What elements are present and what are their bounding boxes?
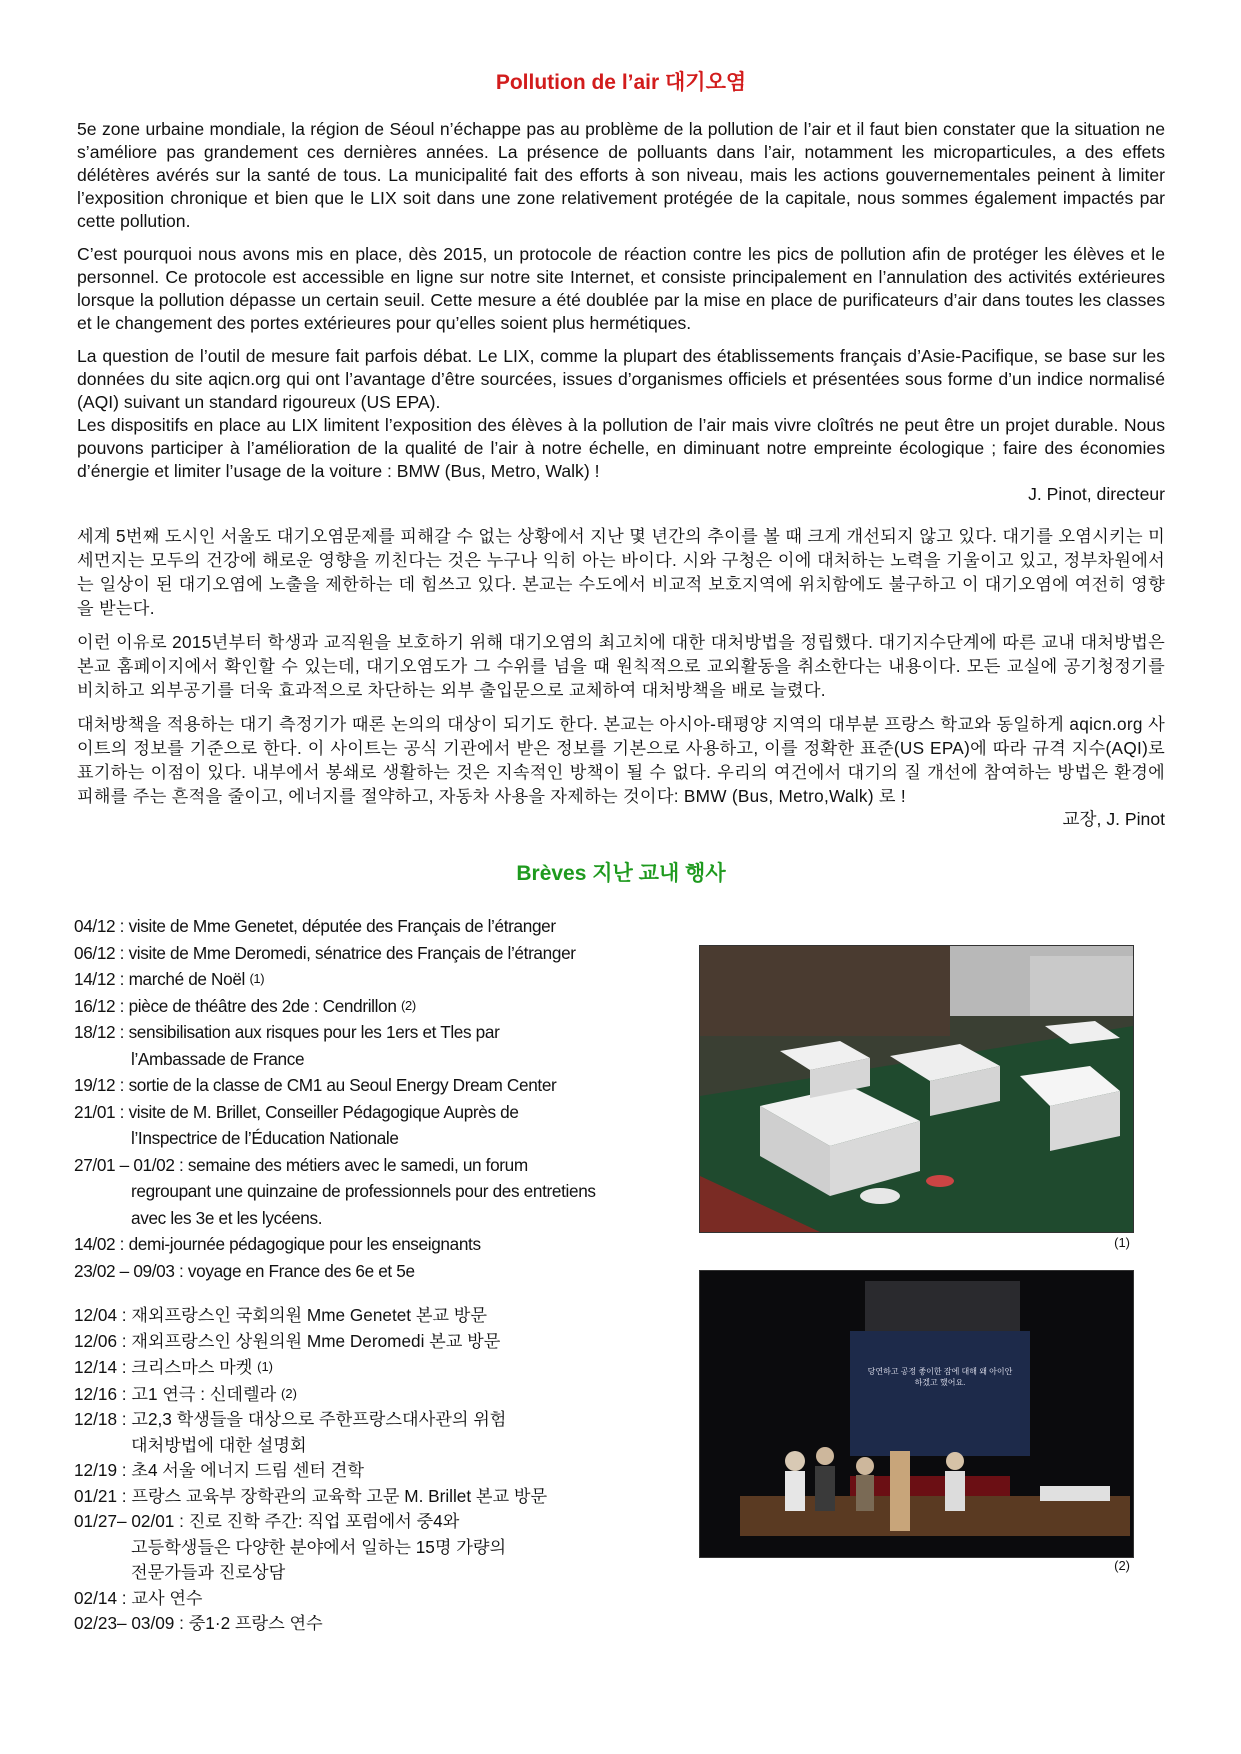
event-item — [74, 1072, 674, 1099]
event-text-continued: regroupant une quinzaine de professionnels pour des entretiens — [131, 1181, 596, 1201]
christmas-market-illustration — [700, 946, 1133, 1232]
ko-events-list — [74, 1303, 674, 1637]
christmas-market-photo — [699, 945, 1134, 1233]
event-note: (2) — [281, 1385, 297, 1401]
fr-paragraph-2: C’est pourquoi nous avons mis en place, dès 2015, un protocole de réaction contre les pics de pollution afin de protéger les élèves et le personnel. Ce protocole est accessible en ligne sur notre site Internet, et consiste principalement en l’annulation des activités extérieures lorsque la pollution dépasse un certain seuil. Cette mesure a été doublée par la mise en place de purificateurs d’air dans toutes les classes et le changement des portes extérieures pour qu’elles soient plus hermétiques. — [77, 244, 1165, 333]
fr-paragraph-4: Les dispositifs en place au LIX limitent l’exposition des élèves à la pollution de l’air mais vivre cloîtrés ne peut être un projet durable. Nous pouvons participer à l’amélioration de la qualité de l’air à notre échelle, en diminuant notre empreinte écologique ; faire des économies d’énergie et limiter l’usage de la voiture : BMW (Bus, Metro, Walk) ! — [77, 415, 1165, 481]
event-date: 04/12 : — [74, 916, 125, 936]
theatre-stage-illustration — [700, 1271, 1133, 1557]
event-date: 06/12 : — [74, 942, 125, 963]
event-text: visite de Mme Genetet, députée des Français de l’étranger — [128, 916, 556, 936]
event-date: 12/18 : — [74, 1409, 127, 1429]
event-text: 진로 진학 주간: 직업 포럼에서 중4와 — [188, 1511, 460, 1531]
event-text: visite de M. Brillet, Conseiller Pédagogique Auprès de — [128, 1101, 519, 1122]
event-text: 초4 서울 에너지 드림 센터 견학 — [131, 1460, 365, 1480]
event-item — [74, 1381, 674, 1408]
ko-signature: 교장, J. Pinot — [1062, 809, 1165, 829]
events-section — [74, 913, 1165, 1673]
fr-paragraph-1: 5e zone urbaine mondiale, la région de Séoul n’échappe pas au problème de la pollution de l’air et il faut bien constater que la situation ne s’améliore pas grandement ces dernières années. La présence de polluants dans l’air, notamment les microparticules, a des effets délétères avérés sur la santé de tous. La municipalité fait des efforts à son niveau, mais les actions gouvernementales peinent à limiter l’exposition chronique et bien que le LIX soit dans une zone relativement protégée de la capitale, nous sommes également impactés par cette pollution. — [77, 119, 1165, 231]
event-text: 중1·2 프랑스 연수 — [188, 1613, 323, 1633]
event-item — [74, 1484, 674, 1510]
ko-paragraph-1: 세계 5번째 도시인 서울도 대기오염문제를 피해갈 수 없는 상황에서 지난 몇 년간의 추이를 볼 때 크게 개선되지 않고 있다. 대기를 오염시키는 미세먼지는 모두의 건강에 해로운 영향을 끼친다는 것은 누구나 익히 아는 바이다. 시와 구청은 이에 대처하는 노력을 기울이고 있고, 정부차원에서는 일상이 된 대기오염에 노출을 제한하는 데 힘쓰고 있다. 본교는 수도에서 비교적 보호지역에 위치함에도 불구하고 이 대기오염에 여전히 영향을 받는다. — [77, 526, 1165, 618]
ko-paragraph-2: 이런 이유로 2015년부터 학생과 교직원을 보호하기 위해 대기오염의 최고치에 대한 대처방법을 정립했다. 대기지수단계에 따른 교내 대처방법은 본교 홈페이지에서 확인할 수 있는데, 대기오염도가 그 수위를 넘을 때 원칙적으로 교외활동을 취소한다는 내용이다. 모든 교실에 공기청정기를 비치하고 외부공기를 더욱 효과적으로 차단하는 외부 출입문으로 교체하여 대처방책을 배로 늘렸다. — [77, 632, 1165, 700]
event-item — [74, 1231, 674, 1258]
event-text: 프랑스 교육부 장학관의 교육학 고문 M. Brillet 본교 방문 — [131, 1485, 548, 1506]
event-item — [74, 1329, 674, 1355]
photo2-caption: (2) — [1114, 1558, 1130, 1573]
event-text-continued: 고등학생들은 다양한 분야에서 일하는 15명 가량의 — [131, 1536, 507, 1557]
event-note: (1) — [257, 1359, 274, 1374]
event-date: 21/01 : — [74, 1101, 125, 1122]
event-item — [74, 1152, 674, 1232]
event-text-continued: 전문가들과 진로상담 — [131, 1562, 286, 1582]
event-date: 12/04 : — [74, 1305, 127, 1325]
event-item — [74, 1509, 674, 1586]
event-text-continued: l’Ambassade de France — [131, 1048, 305, 1069]
theatre-play-photo — [699, 1270, 1134, 1558]
event-item — [74, 940, 674, 967]
event-item — [74, 913, 674, 940]
event-note: (2) — [400, 997, 416, 1013]
event-date: 16/12 : — [74, 995, 125, 1016]
event-text-continued: l’Inspectrice de l’Éducation Nationale — [131, 1128, 399, 1148]
event-text: 재외프랑스인 상원의원 Mme Deromedi 본교 방문 — [131, 1330, 501, 1351]
event-date: 01/27– 02/01 : — [74, 1511, 184, 1531]
event-item — [74, 1611, 674, 1637]
page — [74, 66, 1165, 1673]
breves-title: Brèves 지난 교내 행사 — [516, 862, 726, 885]
event-date: 14/12 : — [74, 969, 125, 989]
event-text: marché de Noël — [128, 969, 245, 989]
stage-screen-text — [860, 1366, 1020, 1388]
event-date: 12/19 : — [74, 1460, 127, 1480]
event-item — [74, 1458, 674, 1484]
event-item — [74, 1258, 674, 1285]
fr-signature: J. Pinot, directeur — [1028, 484, 1165, 504]
event-date: 02/14 : — [74, 1587, 127, 1608]
event-item — [74, 1407, 674, 1458]
ko-paragraph-3: 대처방책을 적용하는 대기 측정기가 때론 논의의 대상이 되기도 한다. 본교는 아시아-태평양 지역의 대부분 프랑스 학교와 동일하게 aqicn.org 사이트의 정보를 기준으로 한다. 이 사이트는 공식 기관에서 받은 정보를 기본으로 사용하고, 이를 정확한 표준(US EPA)에 따라 규격 지수(AQI)로 표기하는 이점이 있다. 내부에서 봉쇄로 생활하는 것은 지속적인 방책이 될 수 없다. 우리의 여건에서 대기의 질 개선에 참여하는 방법은 환경에 피해를 주는 흔적을 줄이고, 에너지를 절약하고, 자동차 사용을 자제하는 것이다: BMW (Bus, Metro,Walk) 로 ! — [77, 714, 1165, 806]
event-text-continued: avec les 3e et les lycéens. — [131, 1207, 323, 1228]
event-note: (1) — [249, 971, 265, 986]
event-date: 12/14 : — [74, 1357, 127, 1377]
event-text: 크리스마스 마켓 — [131, 1357, 253, 1377]
event-text: 재외프랑스인 국회의원 Mme Genetet 본교 방문 — [131, 1305, 488, 1325]
event-date: 14/02 : — [74, 1234, 125, 1254]
event-text: 고2,3 학생들을 대상으로 주한프랑스대사관의 위험 — [131, 1409, 507, 1429]
event-text: pièce de théâtre des 2de : Cendrillon — [128, 995, 397, 1016]
event-text: sortie de la classe de CM1 au Seoul Energy Dream Center — [128, 1075, 557, 1095]
event-item — [74, 966, 674, 993]
event-date: 18/12 : — [74, 1022, 125, 1042]
event-text: semaine des métiers avec le samedi, un forum — [187, 1154, 528, 1175]
pollution-title: Pollution de l’air 대기오염 — [495, 71, 747, 94]
event-item — [74, 1586, 674, 1612]
event-text: sensibilisation aux risques pour les 1ers et Tles par — [128, 1022, 500, 1042]
event-date: 01/21 : — [74, 1485, 127, 1506]
event-date: 23/02 – 09/03 : — [74, 1260, 184, 1281]
event-date: 12/06 : — [74, 1330, 127, 1351]
event-item — [74, 1303, 674, 1329]
stage-screen-line-1: 당연하고 공정 좋이한 잠에 대해 왜 아이안 — [867, 1367, 1013, 1376]
event-date: 02/23– 03/09 : — [74, 1613, 184, 1633]
event-date: 27/01 – 01/02 : — [74, 1154, 184, 1175]
event-text: voyage en France des 6e et 5e — [187, 1260, 415, 1281]
stage-screen-line-2: 하겠고 했어요. — [914, 1378, 966, 1387]
fr-events-list — [74, 913, 674, 1284]
event-item — [74, 1354, 674, 1381]
event-text: demi-journée pédagogique pour les enseignants — [128, 1234, 481, 1254]
photo1-caption: (1) — [1114, 1235, 1130, 1250]
event-date: 12/16 : — [74, 1383, 127, 1404]
event-text: 고1 연극 : 신데렐라 — [131, 1383, 277, 1404]
fr-paragraph-3: La question de l’outil de mesure fait parfois débat. Le LIX, comme la plupart des établissements français d’Asie-Pacifique, se base sur les données du site aqicn.org qui ont l’avantage d’être sourcées, issues d’organismes officiels et présentées sous forme d’un indice normalisé (AQI) suivant un standard rigoureux (US EPA). — [77, 346, 1165, 412]
event-text: 교사 연수 — [131, 1587, 203, 1608]
event-date: 19/12 : — [74, 1075, 125, 1095]
event-text: visite de Mme Deromedi, sénatrice des Français de l’étranger — [128, 942, 576, 963]
event-text-continued: 대처방법에 대한 설명회 — [131, 1434, 307, 1455]
event-item — [74, 1019, 674, 1072]
event-item — [74, 993, 674, 1020]
event-item — [74, 1099, 674, 1152]
